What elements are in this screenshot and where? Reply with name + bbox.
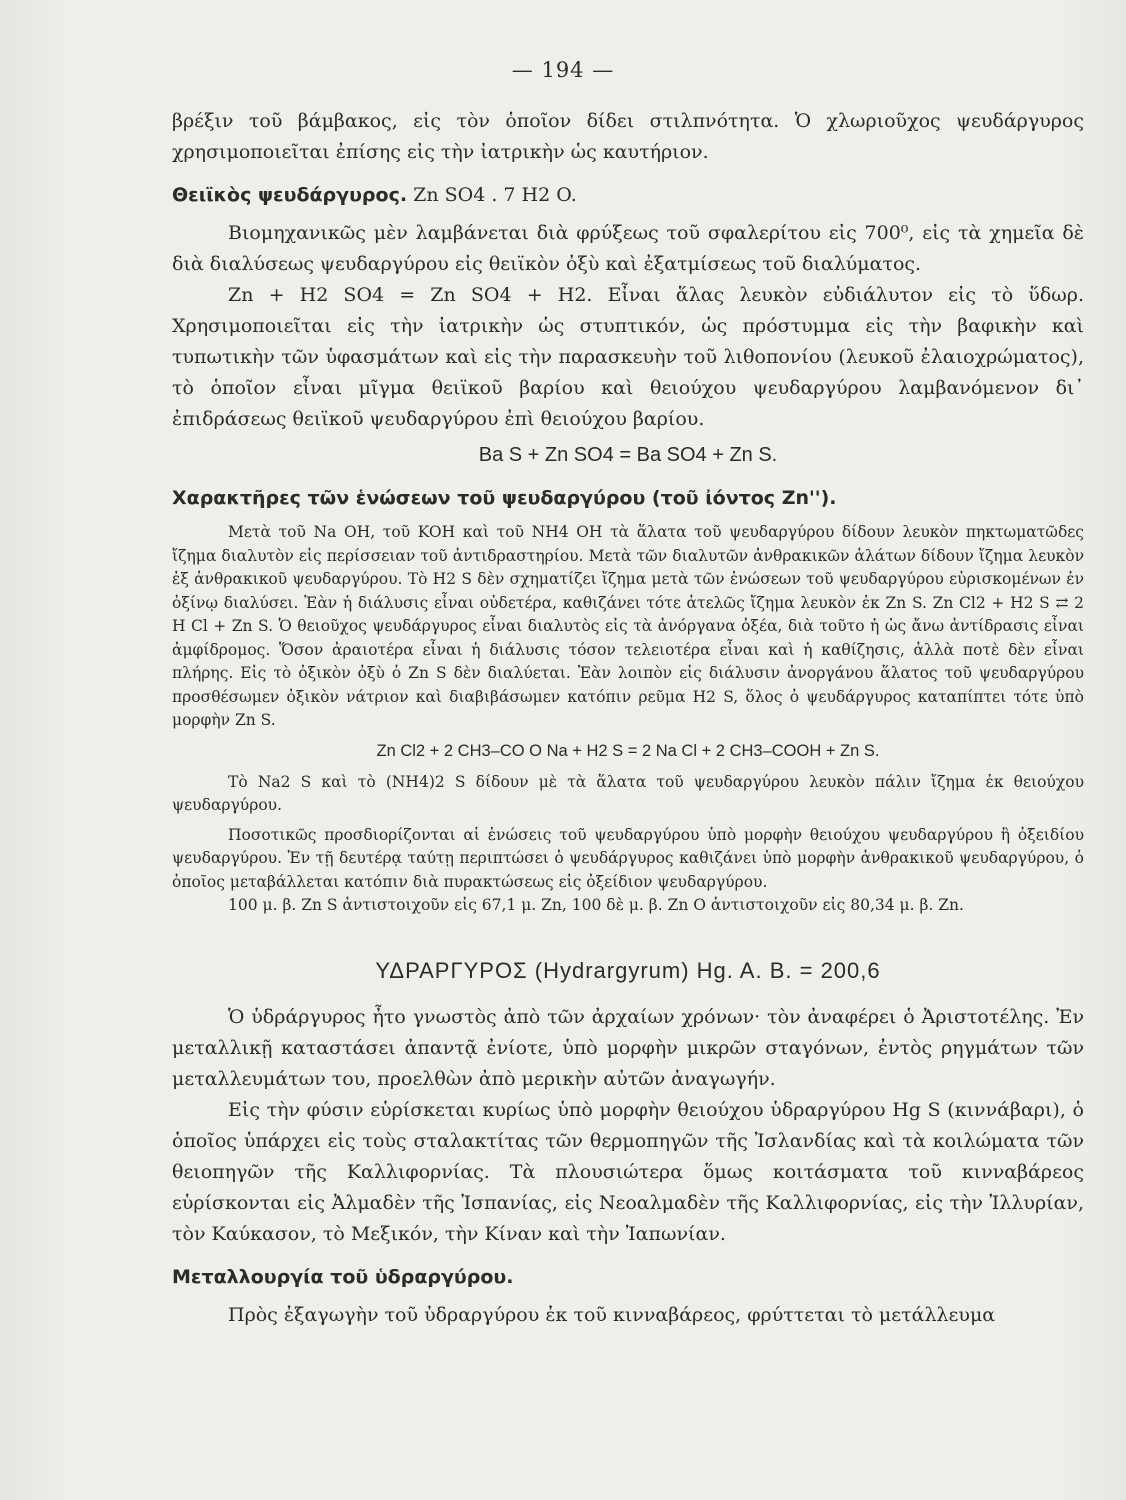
- zinc-sulfate-heading: Θειϊκὸς ψευδάργυρος.: [172, 184, 408, 206]
- section-heading-characteristics: [172, 483, 1084, 513]
- zinc-sulfate-paragraph-1: Βιομηχανικῶς μὲν λαμβάνεται διὰ φρύξεως τοῦ σφαλερίτου εἰς 700⁰, εἰς τὰ χημεῖα δὲ διὰ διαλύσεως ψευδαργύρου εἰς θειϊκὸν ὀξὺ καὶ ἐξατμίσεως τοῦ διαλύματος.: [172, 222, 1084, 275]
- mercury-paragraph-1: Ὁ ὑδράργυρος ἦτο γνωστὸς ἀπὸ τῶν ἀρχαίων χρόνων· τὸν ἀναφέρει ὁ Ἀριστοτέλης. Ἐν μεταλλικῇ καταστάσει ἀπαντᾷ ἐνίοτε, ὑπὸ μορφὴν μικρῶν σταγόνων, ἐντὸς ρηγμάτων τῶν μεταλλευμάτων του, προελθὼν ἀπὸ μερικὴν αὐτῶν ἀναγωγήν.: [172, 1005, 1084, 1090]
- intro-paragraph: βρέξιν τοῦ βάμβακος, εἰς τὸν ὁποῖον δίδει στιλπνότητα. Ὁ χλωριοῦχος ψευδάργυρος χρησιμοποιεῖται ἐπίσης εἰς τὴν ἰατρικὴν ὡς καυτήριον.: [172, 110, 1084, 163]
- characteristics-paragraph-4: 100 μ. β. Zn S ἀντιστοιχοῦν εἰς 67,1 μ. Zn, 100 δὲ μ. β. Zn O ἀντιστοιχοῦν εἰς 80,34 μ. β. Zn.: [228, 896, 964, 914]
- characteristics-section: [172, 483, 1084, 918]
- characteristics-paragraph-1: Μετὰ τοῦ Na OH, τοῦ KOH καὶ τοῦ NH4 OH τὰ ἅλατα τοῦ ψευδαργύρου δίδουν λευκὸν πηκτωματῶδες ἴζημα διαλυτὸν εἰς περίσσειαν τοῦ ἀντιδραστηρίου. Μετὰ τῶν διαλυτῶν ἀνθρακικῶν ἁλάτων δίδουν ἴζημα λευκὸν ἐξ ἀνθρακικοῦ ψευδαργύρου. Τὸ H2 S δὲν σχηματίζει ἴζημα μετὰ τῶν ἑνώσεων τοῦ ψευδαργύρου εὑρισκομένων ἐν ὀξίνῳ διαλύσει. Ἐὰν ἡ διάλυσις εἶναι οὐδετέρα, καθιζάνει τότε ἀτελῶς ἴζημα λευκὸν ἐκ Zn S. Zn Cl2 + H2 S ⇄ 2 H Cl + Zn S. Ὁ θειοῦχος ψευδάργυρος εἶναι διαλυτὸς εἰς τὰ ἀνόργανα ὀξέα, διὰ τοῦτο ἡ ὡς ἄνω ἀντίδρασις εἶναι ἀμφίδρομος. Ὅσον ἀραιοτέρα εἶναι ἡ διάλυσις τόσον τελειοτέρα εἶναι καὶ ἡ καθίζησις, ἀλλὰ ποτὲ δὲν εἶναι πλήρης. Εἰς τὸ ὀξικὸν ὀξὺ ὁ Zn S δὲν διαλύεται. Ἐὰν λοιπὸν εἰς διάλυσιν ἀνοργάνου ἅλατος τοῦ ψευδαργύρου προσθέσωμεν ὀξικὸν νάτριον καὶ διαβιβάσωμεν κατόπιν ρεῦμα H2 S, ὅλος ὁ ψευδάργυρος καταπίπτει τότε ὑπὸ μορφὴν Zn S.: [172, 523, 1084, 729]
- equation-lithopone: Ba S + Zn SO4 = Ba SO4 + Zn S.: [478, 444, 778, 466]
- section-heading-metallurgy: [172, 1262, 1084, 1292]
- zinc-sulfate-formula: Zn SO4 . 7 H2 O.: [413, 184, 577, 206]
- mercury-paragraph-2: Εἰς τὴν φύσιν εὑρίσκεται κυρίως ὑπὸ μορφὴν θειούχου ὑδραργύρου Hg S (κιννάβαρι), ὁ ὁποῖος ὑπάρχει εἰς τοὺς σταλακτίτας τῶν θερμοπηγῶν τῆς Ἰσλανδίας καὶ τὰ κοιλώματα τῶν θειοπηγῶν τῆς Καλλιφορνίας. Τὰ πλουσιώτερα ὅμως κοιτάσματα τοῦ κινναβάρεος εὑρίσκονται εἰς Ἀλμαδὲν τῆς Ἰσπανίας, εἰς Νεοαλμαδὲν τῆς Καλλιφορνίας, εἰς τὴν Ἰλλυρίαν, τὸν Καύκασον, τὸ Μεξικόν, τὴν Κίναν καὶ τὴν Ἰαπωνίαν.: [172, 1098, 1084, 1245]
- section-heading-zinc-sulfate: [172, 180, 1084, 210]
- metallurgy-heading: Μεταλλουργία τοῦ ὑδραργύρου.: [172, 1265, 514, 1288]
- zinc-sulfate-paragraph-2: Zn + H2 SO4 = Zn SO4 + H2. Εἶναι ἅλας λευκὸν εὐδιάλυτον εἰς τὸ ὕδωρ. Χρησιμοποιεῖται εἰς τὴν ἰατρικὴν ὡς στυπτικόν, ὡς πρόστυμμα εἰς τὴν βαφικὴν καὶ τυπωτικὴν τῶν ὑφασμάτων καὶ εἰς τὴν παρασκευὴν τοῦ λιθοπονίου (λευκοῦ ἐλαιοχρώματος), τὸ ὁποῖον εἶναι μῖγμα θειϊκοῦ βαρίου καὶ θειούχου ψευδαργύρου λαμβανόμενον δι᾽ ἐπιδράσεως θειϊκοῦ ψευδαργύρου ἐπὶ θειούχου βαρίου.: [172, 284, 1084, 430]
- equation-acetate: Zn Cl2 + 2 CH3–CO O Na + H2 S = 2 Na Cl + 2 CH3–COOH + Zn S.: [376, 741, 880, 760]
- characteristics-paragraph-2: Τὸ Na2 S καὶ τὸ (NH4)2 S δίδουν μὲ τὰ ἅλατα τοῦ ψευδαργύρου λευκὸν πάλιν ἴζημα ἐκ θειούχου ψευδαργύρου.: [172, 772, 1084, 814]
- characteristics-paragraph-3: Ποσοτικῶς προσδιορίζονται αἱ ἑνώσεις τοῦ ψευδαργύρου ὑπὸ μορφὴν θειούχου ψευδαργύρου ἢ ὀξειδίου ψευδαργύρου. Ἐν τῇ δευτέρᾳ ταύτῃ περιπτώσει ὁ ψευδάργυρος καθιζάνει ὑπὸ μορφὴν ἀνθρακικοῦ ψευδαργύρου, ὁ ὁποῖος μεταβάλλεται κατόπιν διὰ πυρακτώσεως εἰς ὀξείδιον ψευδαργύρου.: [172, 825, 1084, 891]
- mercury-title: ΥΔΡΑΡΓΥΡΟΣ (Hydrargyrum) Hg. A. B. = 200,6: [375, 957, 881, 983]
- characteristics-heading: Χαρακτῆρες τῶν ἑνώσεων τοῦ ψευδαργύρου (τοῦ ἰόντος Zn'').: [172, 487, 837, 509]
- mercury-paragraph-3: Πρὸς ἐξαγωγὴν τοῦ ὑδραργύρου ἐκ τοῦ κινναβάρεος, φρύττεται τὸ μετάλλευμα: [228, 1303, 996, 1326]
- page-number: — 194 —: [511, 58, 615, 82]
- page-body: [172, 106, 1084, 1331]
